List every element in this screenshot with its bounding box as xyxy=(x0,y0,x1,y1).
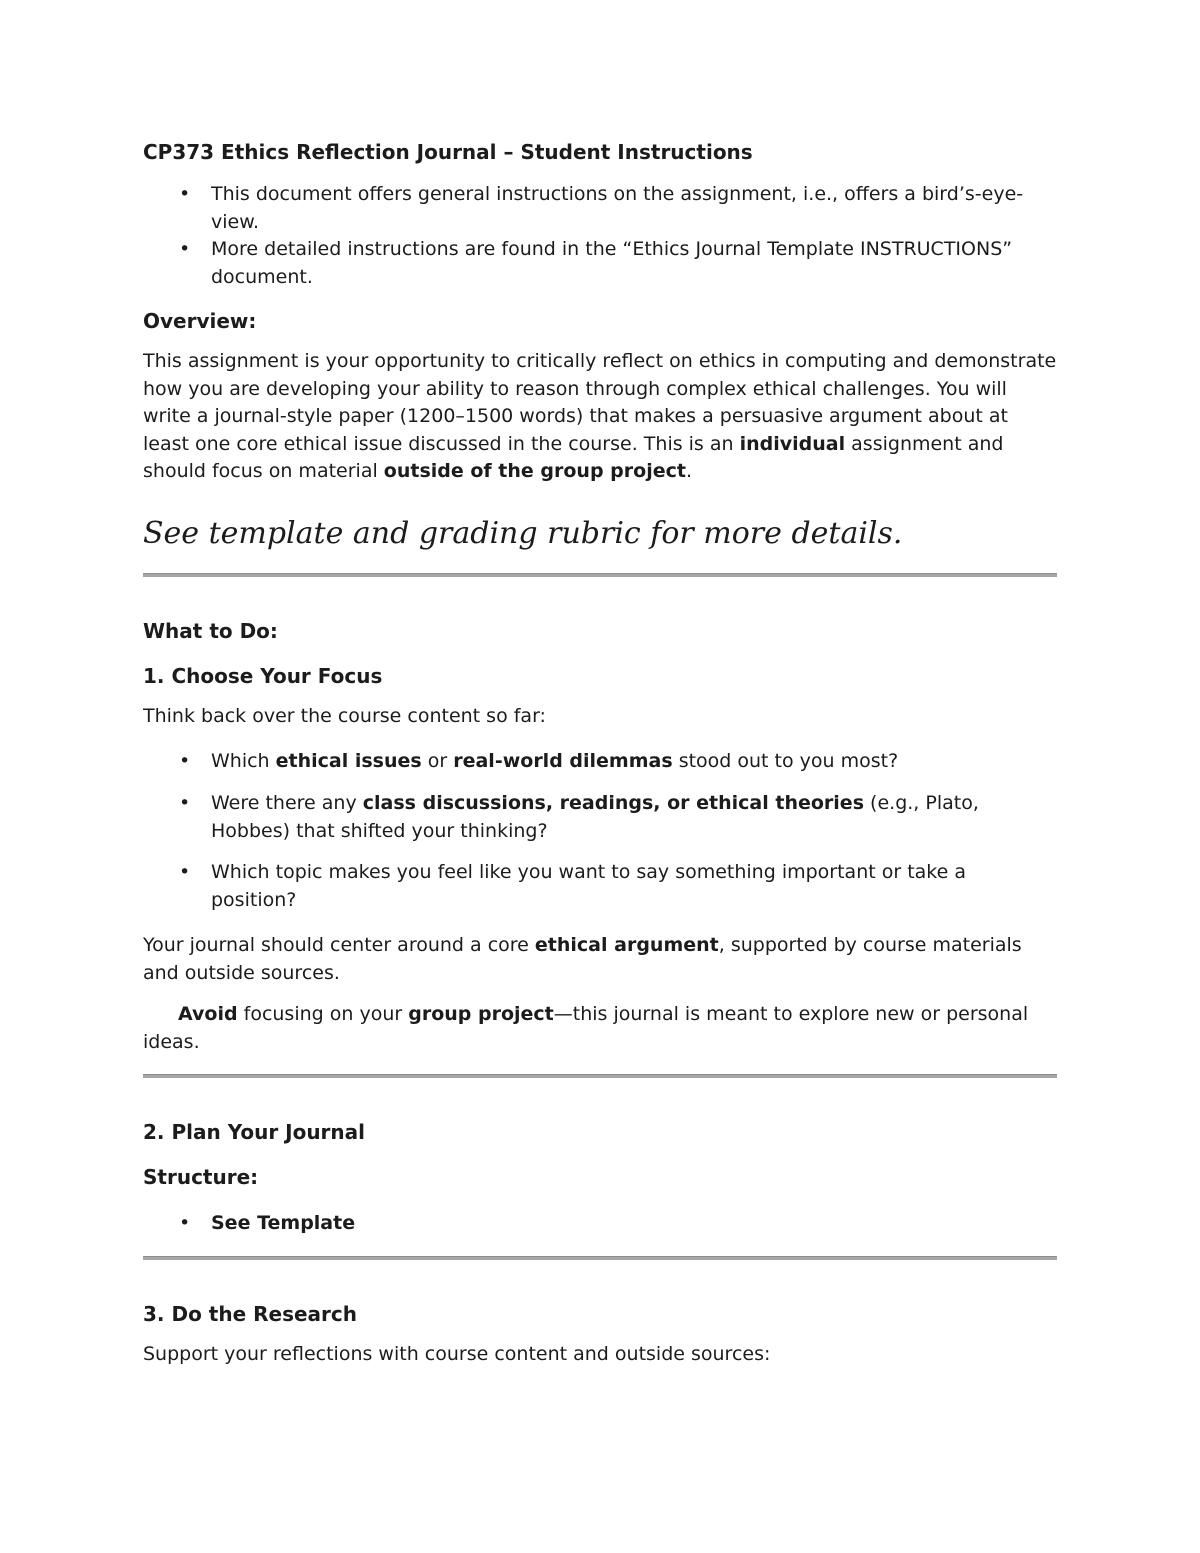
section-divider xyxy=(143,573,1057,577)
bold-text-run: Avoid xyxy=(178,1003,238,1026)
bold-text-run: 3. Do the Research xyxy=(143,1301,357,1326)
bold-text-run: real-world dilemmas xyxy=(453,750,673,773)
text-run: (e.g., Plato, Hobbes) that shifted your thinking? xyxy=(211,792,979,842)
text-run: This document offers general instructions on the assignment, i.e., offers a bird’s-eye-view. xyxy=(211,183,1024,233)
text-run: Which topic makes you feel like you want to say something important or take a position? xyxy=(211,861,966,911)
bold-text-run: Overview: xyxy=(143,309,257,334)
list-item xyxy=(143,1210,1057,1238)
list-item xyxy=(143,859,1057,914)
step-1-heading xyxy=(143,662,1057,691)
text-run: Which xyxy=(211,750,276,773)
overview-heading xyxy=(143,307,1057,336)
text-run: . xyxy=(685,460,692,483)
text-run: This assignment is your opportunity to critically reflect on ethics in computing and demonstrate how you are developing your ability to reason through complex ethical challenges. You will write a journal-style paper (1200–1500 words) that makes a persuasive argument about at least one core ethical issue discussed in the course. This is an xyxy=(143,350,1057,455)
step-3-heading xyxy=(143,1300,1057,1329)
bold-text-run: ethical issues xyxy=(275,750,422,773)
text-run: , supported by course materials and outside sources. xyxy=(143,934,1022,984)
bold-text-run: 2. Plan Your Journal xyxy=(143,1120,366,1145)
text-run: assignment and should focus on material xyxy=(143,432,1004,483)
intro-bullet-list xyxy=(143,181,1057,291)
text-run: stood out to you most? xyxy=(672,750,899,773)
list-item xyxy=(143,181,1057,236)
bold-text-run: See Template xyxy=(211,1212,356,1235)
step-1-bullet-list xyxy=(143,748,1057,914)
bold-text-run: Structure: xyxy=(143,1165,259,1190)
journal-focus-paragraph xyxy=(143,932,1057,987)
document-title xyxy=(143,138,1057,167)
step-3-intro xyxy=(143,1341,1057,1369)
avoid-paragraph xyxy=(143,1001,1057,1056)
document-blocks xyxy=(143,138,1057,1368)
text-run: or xyxy=(421,750,454,773)
structure-heading xyxy=(143,1163,1057,1192)
template-note xyxy=(143,514,1057,553)
text-run: Think back over the course content so far: xyxy=(143,704,546,727)
list-item xyxy=(143,748,1057,776)
overview-paragraph xyxy=(143,348,1057,486)
what-to-do-heading xyxy=(143,617,1057,646)
text-run: Were there any xyxy=(211,792,363,815)
step-1-intro xyxy=(143,703,1057,731)
bold-text-run: outside of the group project xyxy=(383,460,686,483)
text-run: See template and grading rubric for more details. xyxy=(143,515,903,551)
bold-text-run: individual xyxy=(739,432,846,455)
text-run: More detailed instructions are found in the “Ethics Journal Template INSTRUCTIONS” document. xyxy=(211,238,1013,288)
section-divider xyxy=(143,1256,1057,1260)
bold-text-run: CP373 Ethics Reflection Journal – Student Instructions xyxy=(143,140,753,164)
list-item xyxy=(143,236,1057,291)
text-run: focusing on your xyxy=(237,1003,409,1026)
bold-text-run: ethical argument xyxy=(534,934,719,957)
text-run: Support your reflections with course content and outside sources: xyxy=(143,1342,771,1365)
step-2-heading xyxy=(143,1118,1057,1147)
list-item xyxy=(143,790,1057,845)
section-divider xyxy=(143,1074,1057,1078)
bold-text-run: group project xyxy=(408,1003,554,1026)
structure-bullet-list xyxy=(143,1210,1057,1238)
bold-text-run: What to Do: xyxy=(143,618,278,643)
bold-text-run: class discussions, readings, or ethical theories xyxy=(362,792,865,815)
text-run: Your journal should center around a core xyxy=(143,934,535,957)
bold-text-run: 1. Choose Your Focus xyxy=(143,663,383,688)
text-run: —this journal is meant to explore new or personal ideas. xyxy=(143,1003,1029,1053)
